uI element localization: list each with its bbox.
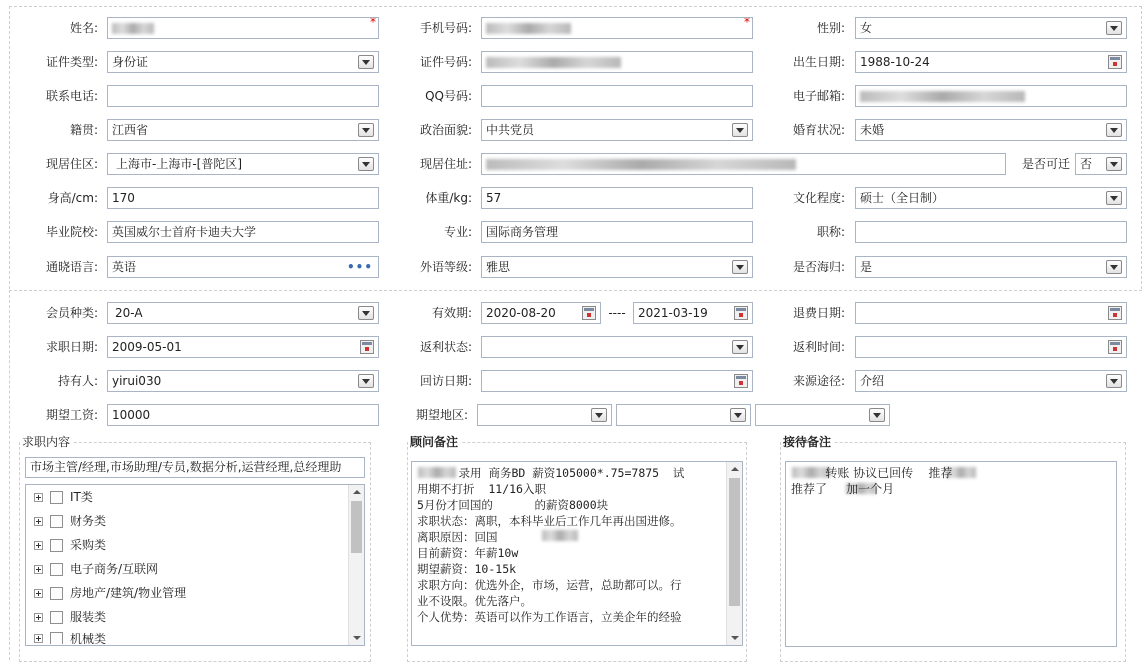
returnee-select[interactable]: [855, 256, 1127, 278]
lang-value: 英语: [112, 260, 137, 274]
refund-date-field[interactable]: [855, 302, 1127, 324]
calendar-icon[interactable]: [1108, 306, 1122, 320]
redacted-address: [486, 159, 796, 170]
phone-field[interactable]: [481, 17, 753, 39]
advisor-note-scrollbar[interactable]: [726, 462, 742, 645]
title-label: 职称:: [816, 225, 845, 239]
chevron-down-icon[interactable]: [1106, 21, 1122, 35]
advisor-note-line: 个人优势：英语可以作为工作语言，立美企年的经验: [417, 610, 682, 624]
revisit-label: 回访日期:: [419, 374, 472, 388]
valid-to-value: 2021-03-19: [638, 306, 708, 320]
valid-from-value: 2020-08-20: [486, 306, 556, 320]
expand-icon[interactable]: [34, 634, 43, 643]
job-date-field[interactable]: [107, 336, 379, 358]
required-mark: *: [744, 17, 750, 29]
region-city-select[interactable]: [616, 404, 751, 426]
relocate-select[interactable]: [1075, 153, 1127, 175]
job-date-value: 2009-05-01: [112, 340, 182, 354]
advisor-note-line: 录用 商务BD 薪资105000*.75=7875 试: [417, 466, 685, 480]
checkbox[interactable]: [50, 563, 63, 576]
checkbox[interactable]: [50, 587, 63, 600]
id-type-value: 身份证: [112, 55, 149, 69]
chevron-down-icon[interactable]: [358, 306, 374, 320]
id-no-label: 证件号码:: [419, 55, 472, 69]
calendar-icon[interactable]: [1108, 340, 1122, 354]
marital-select[interactable]: [855, 119, 1127, 141]
job-date-label: 求职日期:: [45, 340, 98, 354]
valid-label: 有效期:: [431, 306, 472, 320]
tree-item-label: 服装类: [70, 610, 107, 624]
tree-item-label: 电子商务/互联网: [70, 562, 159, 576]
region-province-select[interactable]: [477, 404, 612, 426]
calendar-icon[interactable]: [360, 340, 374, 354]
tree-scrollbar[interactable]: [348, 485, 364, 645]
name-field[interactable]: [107, 17, 379, 39]
major-field[interactable]: [481, 221, 753, 243]
residence-select[interactable]: [107, 153, 379, 175]
advisor-note-line: 目前薪资：年薪10w: [417, 546, 519, 560]
native-label: 籍贯:: [69, 123, 98, 137]
tree-item[interactable]: [34, 559, 158, 579]
relocate-label: 是否可迁: [1021, 157, 1070, 171]
chevron-down-icon[interactable]: [358, 374, 374, 388]
required-mark: *: [370, 17, 376, 29]
major-value: 国际商务管理: [486, 225, 559, 239]
email-label: 电子邮箱:: [792, 89, 845, 103]
gender-label: 性别:: [816, 21, 845, 35]
job-category-tree[interactable]: [25, 484, 365, 646]
chevron-down-icon[interactable]: [732, 340, 748, 354]
weight-label: 体重/kg:: [425, 191, 472, 205]
tree-item-label: IT类: [70, 490, 93, 504]
tree-item-label: 机械类: [70, 632, 107, 644]
valid-to-field[interactable]: [633, 302, 753, 324]
scroll-up-icon[interactable]: [353, 490, 361, 494]
advisor-note-line: 业不设限。优先落户。: [417, 594, 532, 608]
salary-value: 10000: [112, 408, 151, 422]
rebate-time-field[interactable]: [855, 336, 1127, 358]
expand-icon[interactable]: [34, 517, 43, 526]
calendar-icon[interactable]: [734, 306, 748, 320]
tree-item[interactable]: [34, 511, 106, 531]
expand-icon[interactable]: [34, 493, 43, 502]
chevron-down-icon[interactable]: [358, 123, 374, 137]
tree-item[interactable]: [34, 630, 106, 644]
scroll-thumb[interactable]: [351, 501, 362, 553]
chevron-down-icon[interactable]: [1106, 374, 1122, 388]
lang-field[interactable]: [107, 256, 379, 278]
height-field[interactable]: [107, 187, 379, 209]
expand-icon[interactable]: [34, 613, 43, 622]
id-no-field[interactable]: [481, 51, 753, 73]
id-type-select[interactable]: [107, 51, 379, 73]
reception-note-line: 推荐了 加一个月: [791, 482, 895, 496]
title-field[interactable]: [855, 221, 1127, 243]
redacted-email: [860, 91, 1025, 102]
redacted-name: [112, 23, 154, 34]
chevron-down-icon[interactable]: [358, 157, 374, 171]
politics-value: 中共党员: [486, 123, 535, 137]
holder-value: yirui030: [112, 374, 162, 388]
name-label: 姓名:: [69, 21, 98, 35]
chevron-down-icon[interactable]: [1106, 123, 1122, 137]
tel-field[interactable]: [107, 85, 379, 107]
returnee-value: 是: [860, 260, 873, 274]
relocate-value: 否: [1080, 157, 1093, 171]
checkbox[interactable]: [50, 611, 63, 624]
height-label: 身高/cm:: [47, 191, 98, 205]
native-select[interactable]: [107, 119, 379, 141]
address-field[interactable]: [481, 153, 1006, 175]
advisor-note-line: 求职方向：优选外企，市场，运营，总助都可以。行: [417, 578, 682, 592]
gender-value: 女: [860, 21, 873, 35]
tel-label: 联系电话:: [45, 89, 98, 103]
advisor-note-line: 用期不打折 11/16入职: [417, 482, 546, 496]
job-content-selected: 市场主管/经理,市场助理/专员,数据分析,运营经理,总经理助: [30, 460, 342, 474]
lang-level-label: 外语等级:: [419, 260, 472, 274]
reception-note-textarea[interactable]: [785, 461, 1117, 647]
school-value: 英国威尔士首府卡迪夫大学: [112, 225, 257, 239]
tree-item[interactable]: [34, 583, 186, 603]
chevron-down-icon[interactable]: [1106, 157, 1122, 171]
qq-field[interactable]: [481, 85, 753, 107]
tree-item[interactable]: [34, 535, 106, 555]
tree-item[interactable]: [34, 487, 93, 507]
lang-level-select[interactable]: [481, 256, 753, 278]
advisor-note-line: 求职状态：离职，本科毕业后工作几年再出国进修。: [417, 514, 682, 528]
gender-select[interactable]: [855, 17, 1127, 39]
advisor-note-title: 顾问备注: [410, 435, 459, 449]
chevron-down-icon[interactable]: [358, 55, 374, 69]
politics-label: 政治面貌:: [419, 123, 472, 137]
scroll-thumb[interactable]: [729, 478, 740, 606]
calendar-icon[interactable]: [1108, 55, 1122, 69]
rebate-status-label: 返利状态:: [419, 340, 472, 354]
member-type-value: 20-A: [115, 306, 143, 320]
email-field[interactable]: [855, 85, 1127, 107]
chevron-down-icon[interactable]: [591, 408, 607, 422]
lang-label: 通晓语言:: [45, 260, 98, 274]
salary-label: 期望工资:: [45, 408, 98, 422]
birth-value: 1988-10-24: [860, 55, 930, 69]
source-value: 介绍: [860, 374, 885, 388]
advisor-note-line: 5月份才回国的 的薪资8000块: [417, 498, 609, 512]
revisit-date-field[interactable]: [481, 370, 753, 392]
scroll-up-icon[interactable]: [731, 467, 739, 471]
valid-separator: ----: [608, 306, 626, 320]
redacted-phone: [486, 23, 571, 34]
region-district-select[interactable]: [755, 404, 890, 426]
school-label: 毕业院校:: [45, 225, 98, 239]
marital-value: 未婚: [860, 123, 885, 137]
rebate-status-select[interactable]: [481, 336, 753, 358]
residence-value: 上海市-上海市-[普陀区]: [116, 157, 243, 171]
advisor-note-line: 期望薪资：10-15k: [417, 562, 517, 576]
edu-select[interactable]: [855, 187, 1127, 209]
marital-label: 婚育状况:: [792, 123, 845, 137]
politics-select[interactable]: [481, 119, 753, 141]
calendar-icon[interactable]: [734, 374, 748, 388]
scroll-down-icon[interactable]: [731, 636, 739, 640]
height-value: 170: [112, 191, 135, 205]
advisor-note-text: [417, 465, 684, 625]
chevron-down-icon[interactable]: [732, 260, 748, 274]
expand-icon[interactable]: [34, 589, 43, 598]
source-label: 来源途径:: [792, 374, 845, 388]
holder-select[interactable]: [107, 370, 379, 392]
job-content-title: 求职内容: [22, 435, 71, 449]
more-options-icon[interactable]: •••: [346, 260, 373, 274]
member-type-select[interactable]: [107, 302, 379, 324]
native-value: 江西省: [112, 123, 149, 137]
tree-item-label: 房地产/建筑/物业管理: [70, 586, 187, 600]
source-select[interactable]: [855, 370, 1127, 392]
residence-label: 现居住区:: [45, 157, 98, 171]
expand-icon[interactable]: [34, 541, 43, 550]
calendar-icon[interactable]: [582, 306, 596, 320]
checkbox[interactable]: [50, 632, 63, 644]
chevron-down-icon[interactable]: [869, 408, 885, 422]
edu-value: 硕士（全日制）: [860, 191, 945, 205]
refund-label: 退费日期:: [792, 306, 845, 320]
lang-level-value: 雅思: [486, 260, 511, 274]
advisor-note-line: 离职原因：回国: [417, 530, 498, 544]
personal-info-section: [9, 6, 1142, 289]
chevron-down-icon[interactable]: [732, 123, 748, 137]
chevron-down-icon[interactable]: [1106, 191, 1122, 205]
school-field[interactable]: [107, 221, 379, 243]
reception-note-text: [791, 465, 952, 497]
id-type-label: 证件类型:: [45, 55, 98, 69]
address-label: 现居住址:: [419, 157, 472, 171]
qq-label: QQ号码:: [425, 89, 472, 103]
chevron-down-icon[interactable]: [730, 408, 746, 422]
edu-label: 文化程度:: [792, 191, 845, 205]
salary-field[interactable]: [107, 404, 379, 426]
reception-note-line: 转账 协议已回传 推荐: [791, 466, 953, 480]
region-label: 期望地区:: [415, 408, 468, 422]
reception-note-title: 接待备注: [783, 435, 832, 449]
major-label: 专业:: [443, 225, 472, 239]
birth-label: 出生日期:: [792, 55, 845, 69]
weight-field[interactable]: [481, 187, 753, 209]
birth-date-field[interactable]: [855, 51, 1127, 73]
checkbox[interactable]: [50, 515, 63, 528]
tree-item-label: 财务类: [70, 514, 107, 528]
tree-item[interactable]: [34, 607, 106, 627]
returnee-label: 是否海归:: [792, 260, 845, 274]
redacted-id: [486, 57, 621, 68]
expand-icon[interactable]: [34, 565, 43, 574]
member-type-label: 会员种类:: [45, 306, 98, 320]
valid-from-field[interactable]: [481, 302, 601, 324]
checkbox[interactable]: [50, 491, 63, 504]
tree-item-label: 采购类: [70, 538, 107, 552]
chevron-down-icon[interactable]: [1106, 260, 1122, 274]
job-content-selected-field[interactable]: [25, 457, 365, 478]
checkbox[interactable]: [50, 539, 63, 552]
rebate-time-label: 返利时间:: [792, 340, 845, 354]
weight-value: 57: [486, 191, 502, 205]
advisor-note-textarea[interactable]: [411, 461, 743, 646]
holder-label: 持有人:: [57, 374, 98, 388]
phone-label: 手机号码:: [419, 21, 472, 35]
scroll-down-icon[interactable]: [353, 636, 361, 640]
